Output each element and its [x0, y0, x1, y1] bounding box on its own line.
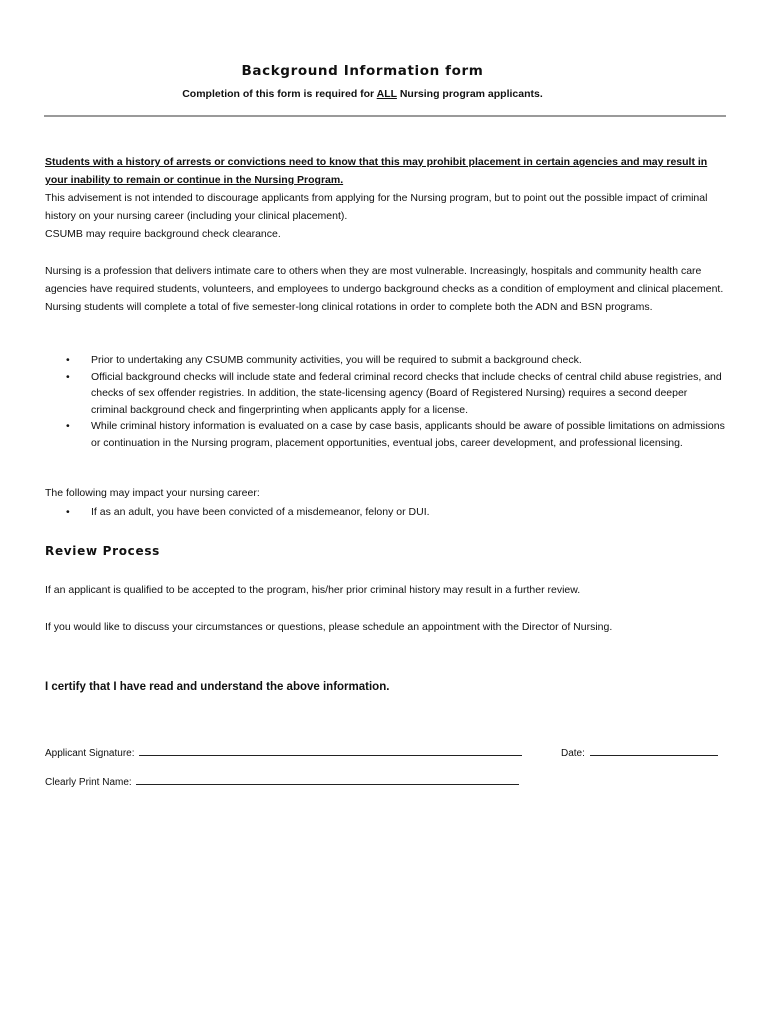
date-row: [561, 744, 718, 759]
subtitle-prefix: Completion of this form is required for: [182, 88, 377, 100]
date-field[interactable]: [590, 744, 718, 756]
print-name-row: [45, 773, 519, 788]
subtitle-suffix: Nursing program applicants.: [396, 88, 543, 100]
list-item: [45, 352, 725, 369]
review-line: If you would like to discuss your circumstances or questions, please schedule an appointment with the Director of Nursing.: [45, 621, 613, 633]
subtitle-emphasis: ALL: [376, 88, 397, 100]
print-name-label: Clearly Print Name:: [45, 777, 132, 788]
applicant-signature-field[interactable]: [139, 744, 522, 756]
bullet-icon: •: [66, 420, 70, 432]
review-process-heading: Review Process: [45, 544, 161, 558]
list-item-text: Prior to undertaking any CSUMB community activities, you will be required to submit a background check.: [91, 354, 582, 366]
applicant-signature-row: [45, 744, 522, 759]
list-item: [45, 369, 725, 419]
print-name-field[interactable]: [136, 773, 519, 785]
form-title: Background Information form: [241, 63, 484, 79]
header-divider: [44, 115, 726, 117]
applicant-signature-label: Applicant Signature:: [45, 748, 135, 759]
advisement-line: CSUMB may require background check clearance.: [45, 228, 281, 240]
nursing-paragraph: Nursing is a profession that delivers intimate care to others when they are most vulnerable. Increasingly, hospitals and community health care agencies have required students, volunteers, and employees to undergo background checks as a condition of employment and clinical placement. Nursing students will complete a total of five semester-long clinical rotations in order to complete both the ADN and BSN programs.: [45, 265, 724, 313]
review-line: If an applicant is qualified to be accepted to the program, his/her prior criminal history may result in a further review.: [45, 584, 581, 596]
bullet-icon: •: [66, 506, 70, 518]
list-item: [45, 504, 725, 521]
form-subtitle: [0, 88, 725, 100]
advisement-line: This advisement is not intended to discourage applicants from applying for the Nursing program, but to point out the possible impact of criminal history on your nursing career (including your clinical placement).: [45, 192, 708, 222]
impact-list: [45, 504, 725, 521]
date-label: Date:: [561, 748, 585, 759]
bullet-icon: •: [66, 354, 70, 366]
advisement-block: [45, 189, 725, 243]
background-check-list: [45, 352, 725, 451]
list-item: [45, 418, 725, 451]
list-item-text: Official background checks will include state and federal criminal record checks that include checks of central child abuse registries, and checks of sex offender registries. In addition, the state-licensing agency (Board of Registered Nursing) requires a second deeper criminal background check and fingerprinting when applicants apply for a license.: [91, 370, 722, 416]
certification-statement: I certify that I have read and understand the above information.: [45, 681, 390, 693]
list-item-text: If as an adult, you have been convicted of a misdemeanor, felony or DUI.: [91, 506, 430, 518]
arrest-warning: Students with a history of arrests or convictions need to know that this may prohibit placement in certain agencies and may result in your inability to remain or continue in the Nursing Program.: [45, 156, 708, 186]
bullet-icon: •: [66, 370, 70, 383]
impact-intro: The following may impact your nursing career:: [45, 487, 260, 499]
list-item-text: While criminal history information is evaluated on a case by case basis, applicants should be aware of possible limitations on admissions or continuation in the Nursing program, placement opportunities, eventual jobs, career development, and professional licensing.: [91, 420, 725, 449]
